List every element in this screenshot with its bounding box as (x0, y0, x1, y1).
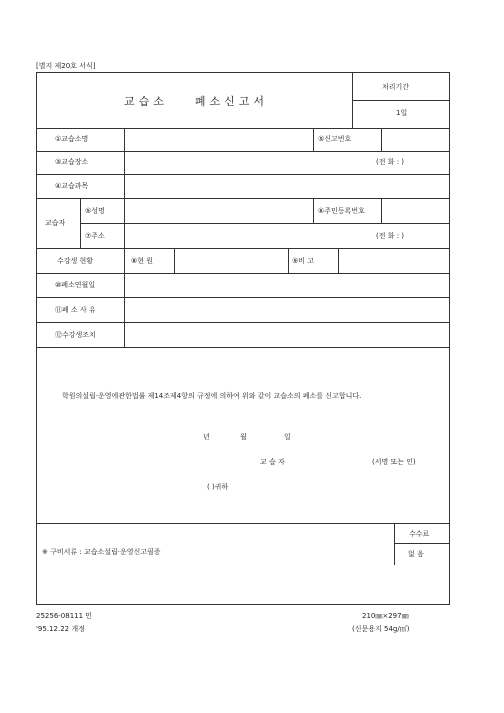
subject-label: ④교습과목 (55, 182, 89, 190)
location-label: ③교습장소 (55, 158, 89, 166)
name-label: ①교습소명 (55, 135, 89, 143)
report-no-label: ⑤신고번호 (318, 135, 352, 143)
fee-label: 수수료 (409, 530, 430, 538)
remark-label: ⑨비 고 (292, 257, 315, 265)
date-year: 년 (203, 433, 210, 441)
closing-date-label: ⑩폐소연월일 (55, 281, 96, 289)
processing-period-label: 처리기간 (382, 83, 410, 91)
form-title (124, 93, 268, 109)
attachments-note: ※ 구비서류 : 교습소설립·운영신고필증 (42, 548, 161, 556)
recipient: ( )귀하 (207, 483, 229, 491)
title-right: 폐소신고서 (194, 95, 269, 108)
footer-code: 25256-08111 민 (36, 612, 93, 620)
closing-reason-label: ⑪폐 소 사 유 (55, 306, 96, 314)
signer-label: 교 습 자 (260, 458, 285, 466)
student-measures-label: ⑫수강생조치 (55, 331, 96, 339)
phone-text: (전 화 : ) (376, 158, 405, 166)
person-name-label: ⑤성명 (85, 207, 105, 215)
footer-revision: '95.12.22 개정 (36, 625, 85, 633)
fee-value: 없 음 (408, 550, 424, 558)
current-label: ⑧현 원 (131, 257, 154, 265)
declaration-text: 학원의설립·운영에관한법률 제14조제4항의 규정에 의하여 위와 같이 교습소의 폐소를 신고합니다. (62, 392, 362, 400)
footer-size: 210㎜×297㎜ (362, 612, 409, 620)
title-left: 교습소 (124, 95, 168, 108)
address-label: ⑦주소 (85, 232, 105, 240)
footer-paper: (신문용지 54g/㎡) (352, 625, 410, 633)
processing-period-value: 1일 (396, 109, 408, 117)
signature-note: (서명 또는 인) (372, 458, 416, 466)
phone-text-2: (전 화 : ) (376, 232, 405, 240)
date-month: 월 (240, 433, 247, 441)
date-day: 일 (284, 433, 291, 441)
resident-no-label: ⑥주민등록번호 (318, 207, 365, 215)
instructor-label: 교습자 (45, 219, 66, 227)
form-reference: [별지 제20호 서식] (36, 62, 96, 70)
students-label: 수강생 현황 (57, 257, 94, 265)
